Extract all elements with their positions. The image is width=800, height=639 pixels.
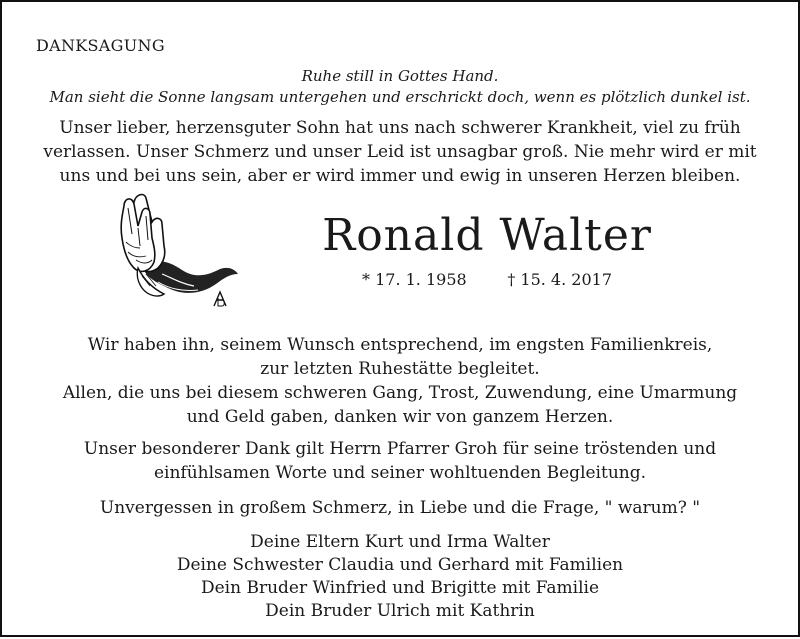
paragraph-line: Allen, die uns bei diesem schweren Gang, Trost, Zuwendung, eine Umarmung bbox=[62, 383, 738, 403]
intro-line: uns und bei uns sein, aber er wird immer und ewig in unseren Herzen bleiben. bbox=[59, 166, 741, 186]
signature-line: Dein Bruder Winfried und Brigitte mit Familie bbox=[200, 578, 600, 598]
special-thanks-paragraph bbox=[2, 437, 798, 485]
signature-line: Deine Schwester Claudia und Gerhard mit Familien bbox=[176, 555, 624, 575]
signatures bbox=[2, 531, 798, 623]
motto-line: Man sieht die Sonne langsam untergehen und erschrickt doch, wenn es plötzlich dunkel ist. bbox=[49, 88, 751, 106]
life-dates bbox=[362, 270, 612, 289]
closing-line: Unvergessen in großem Schmerz, in Liebe und die Frage, " warum? " bbox=[99, 498, 701, 518]
intro-line: verlassen. Unser Schmerz und unser Leid ist unsagbar groß. Nie mehr wird er mit bbox=[43, 142, 757, 162]
birth-date: * 17. 1. 1958 bbox=[362, 270, 467, 289]
thanks-paragraph bbox=[2, 333, 798, 429]
obituary-notice bbox=[2, 2, 798, 635]
intro-text bbox=[2, 116, 798, 188]
notice-type-label: DANKSAGUNG bbox=[36, 36, 165, 55]
paragraph-line: Wir haben ihn, seinem Wunsch entsprechend, im engsten Familienkreis, bbox=[87, 335, 713, 355]
death-date: † 15. 4. 2017 bbox=[507, 270, 612, 289]
signature-line: Dein Bruder Ulrich mit Kathrin bbox=[265, 601, 535, 621]
motto bbox=[2, 66, 798, 108]
paragraph-line: zur letzten Ruhestätte begleitet. bbox=[260, 359, 540, 379]
intro-line: Unser lieber, herzensguter Sohn hat uns nach schwerer Krankheit, viel zu früh bbox=[59, 118, 741, 138]
deceased-name: Ronald Walter bbox=[322, 210, 652, 261]
signature-line: Deine Eltern Kurt und Irma Walter bbox=[250, 532, 550, 552]
motto-line: Ruhe still in Gottes Hand. bbox=[301, 67, 499, 85]
paragraph-line: Unser besonderer Dank gilt Herrn Pfarrer Groh für seine tröstenden und bbox=[83, 439, 717, 459]
paragraph-line: einfühlsamen Worte und seiner wohltuenden Begleitung. bbox=[153, 463, 647, 483]
paragraph-line: und Geld gaben, danken wir von ganzem Herzen. bbox=[186, 407, 614, 427]
praying-hands-icon bbox=[102, 188, 242, 312]
